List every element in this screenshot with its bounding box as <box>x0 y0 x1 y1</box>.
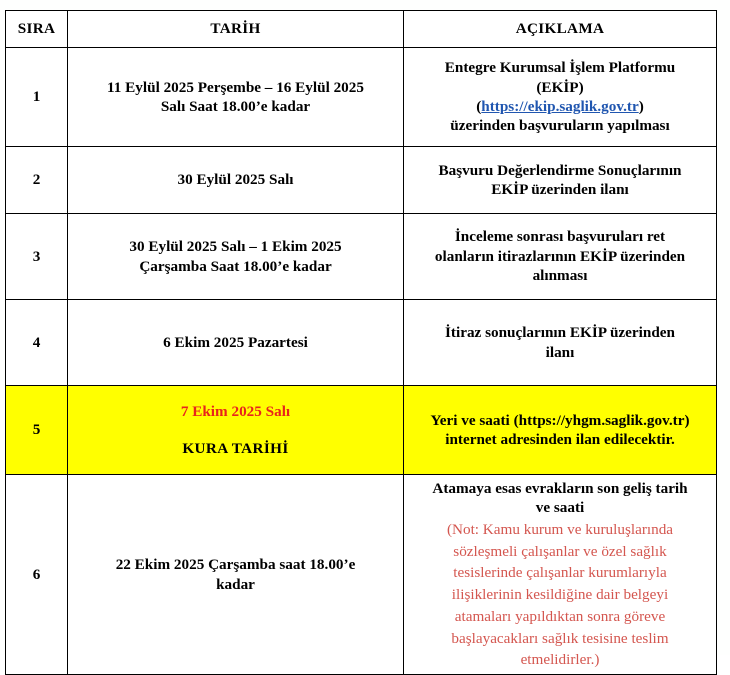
note-line: başlayacakları sağlık tesisine teslim <box>451 629 669 647</box>
note-line: (Not: Kamu kurum ve kuruluşlarında <box>446 520 674 538</box>
row-number-cell: 5 <box>6 386 68 475</box>
row-description-cell <box>404 214 717 300</box>
kura-label: KURA TARİHİ <box>182 440 289 457</box>
row-number-cell: 2 <box>6 147 68 214</box>
description-heading-line: ve saati <box>535 499 585 517</box>
table-row <box>6 475 717 675</box>
description-line: Başvuru Değerlendirme Sonuçlarının <box>438 161 682 179</box>
description-line: üzerinden başvuruların yapılması <box>450 117 670 135</box>
column-header-aciklama: AÇIKLAMA <box>404 11 717 48</box>
table-row-highlighted <box>6 386 717 475</box>
table-row <box>6 214 717 300</box>
description-line: Yeri ve saati (https://yhgm.saglik.gov.tr) <box>430 411 690 429</box>
description-line: İtiraz sonuçlarının EKİP üzerinden <box>445 324 675 342</box>
row-number-cell: 4 <box>6 300 68 386</box>
row-description-cell <box>404 475 717 675</box>
note-line: tesislerinde çalışanlar kurumlarıyla <box>453 564 667 582</box>
row-description-cell <box>404 300 717 386</box>
description-line: Entegre Kurumsal İşlem Platformu <box>444 59 676 77</box>
date-line: kadar <box>216 575 255 593</box>
note-line: etmelidirler.) <box>520 651 600 669</box>
note-line: atamaları yapıldıktan sonra göreve <box>454 607 666 625</box>
description-line: alınması <box>532 267 588 285</box>
table-body <box>6 48 717 675</box>
description-line: ilanı <box>545 343 575 361</box>
table-row <box>6 147 717 214</box>
row-date-cell <box>68 214 404 300</box>
date-line: 22 Ekim 2025 Çarşamba saat 18.00’e <box>115 556 356 574</box>
description-line: İnceleme sonrası başvuruları ret <box>454 228 666 246</box>
row-number-cell: 3 <box>6 214 68 300</box>
row-date-cell <box>68 300 404 386</box>
kura-date-text: 7 Ekim 2025 Salı <box>180 402 291 420</box>
description-line: internet adresinden ilan edilecektir. <box>445 431 675 448</box>
date-line: Salı Saat 18.00’e kadar <box>160 98 311 115</box>
table-row <box>6 300 717 386</box>
description-line: (EKİP) <box>536 78 584 96</box>
row-date-cell <box>68 386 404 475</box>
note-line: ilişiklerinin kesildiğine dair belgeyi <box>451 586 669 604</box>
close-paren: ) <box>638 98 644 115</box>
date-line: 6 Ekim 2025 Pazartesi <box>163 333 308 351</box>
row-date-cell <box>68 48 404 147</box>
ekip-portal-link[interactable]: https://ekip.saglik.gov.tr <box>481 98 639 115</box>
row-description-cell <box>404 48 717 147</box>
open-paren: ( <box>476 98 482 115</box>
date-line: 30 Eylül 2025 Salı – 1 Ekim 2025 <box>129 238 342 256</box>
row-number-cell: 1 <box>6 48 68 147</box>
table-header <box>6 11 717 48</box>
note-line: sözleşmeli çalışanlar ve özel sağlık <box>453 542 667 560</box>
description-link-line <box>409 97 711 116</box>
row-description-cell <box>404 386 717 475</box>
description-line: EKİP üzerinden ilanı <box>491 181 629 198</box>
description-line: olanların itirazlarının EKİP üzerinden <box>434 247 686 265</box>
date-line: 30 Eylül 2025 Salı <box>177 171 294 189</box>
row-description-cell <box>404 147 717 214</box>
date-line: 11 Eylül 2025 Perşembe – 16 Eylül 2025 <box>107 78 364 96</box>
table-row <box>6 48 717 147</box>
row-date-cell <box>68 475 404 675</box>
row-number-cell: 6 <box>6 475 68 675</box>
row-date-cell <box>68 147 404 214</box>
date-line: Çarşamba Saat 18.00’e kadar <box>139 257 332 275</box>
schedule-table <box>5 10 717 675</box>
column-header-sira: SIRA <box>6 11 68 48</box>
description-heading-line: Atamaya esas evrakların son geliş tarih <box>432 480 688 497</box>
column-header-tarih: TARİH <box>68 11 404 48</box>
table-header-row <box>6 11 717 48</box>
